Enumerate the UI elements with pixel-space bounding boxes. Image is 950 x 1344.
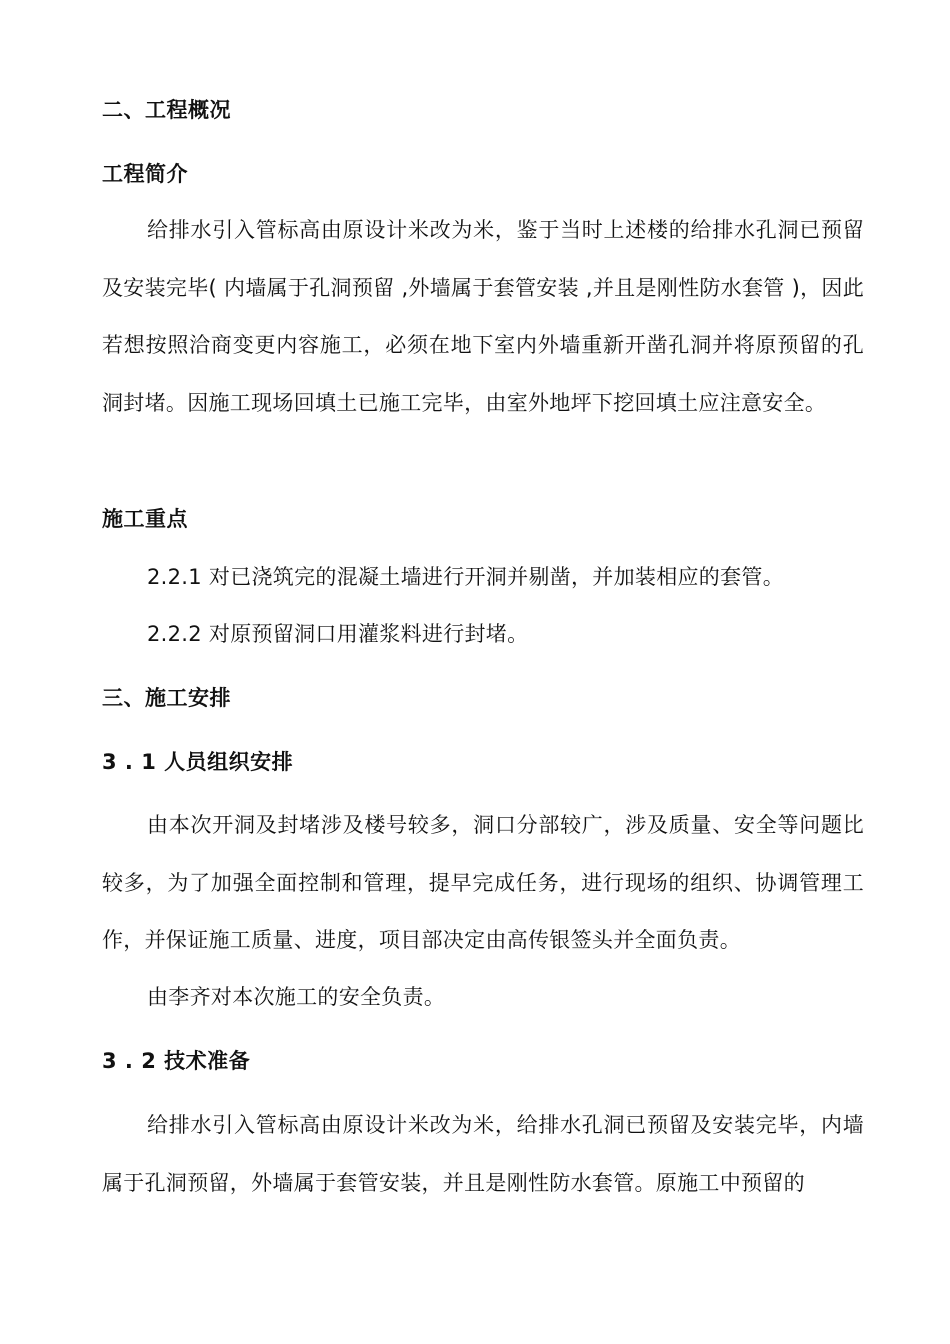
section-3-2-heading: 3 . 2 技术准备 <box>102 1049 251 1073</box>
section-3-2-paragraph: 给排水引入管标高由原设计米改为米，给排水孔洞已预留及安装完毕，内墙属于孔洞预留，外墙属于套管安装，并且是刚性防水套管。原施工中预留的 <box>102 1113 864 1195</box>
section-3-heading: 三、施工安排 <box>102 686 231 710</box>
list-item: 2.2.1 对已浇筑完的混凝土墙进行开洞并剔凿，并加装相应的套管。 <box>147 565 785 589</box>
section-2-1-paragraph: 给排水引入管标高由原设计米改为米，鉴于当时上述楼的给排水孔洞已预留及安装完毕( 内墙属于孔洞预留 ,外墙属于套管安装 ,并且是刚性防水套管 )，因此若想按照洽商变更内容施工，必须在地下室内外墙重新开凿孔洞并将原预留的孔洞封堵。因施工现场回填土已施工完毕，由室外地坪下挖回填土应注意安全。 <box>102 218 864 415</box>
section-3-1-paragraph-2: 由李齐对本次施工的安全负责。 <box>147 985 446 1009</box>
section-3-1-paragraph: 由本次开洞及封堵涉及楼号较多，洞口分部较广，涉及质量、安全等问题比较多，为了加强全面控制和管理，提早完成任务，进行现场的组织、协调管理工作，并保证施工质量、进度，项目部决定由高传银签头并全面负责。 <box>102 813 864 952</box>
section-2-1-heading: 工程简介 <box>102 162 188 186</box>
section-2-2-heading: 施工重点 <box>102 507 188 531</box>
section-2-heading: 二、工程概况 <box>102 98 231 122</box>
section-3-1-heading: 3 . 1 人员组织安排 <box>102 750 294 774</box>
list-item: 2.2.2 对原预留洞口用灌浆料进行封堵。 <box>147 622 529 646</box>
